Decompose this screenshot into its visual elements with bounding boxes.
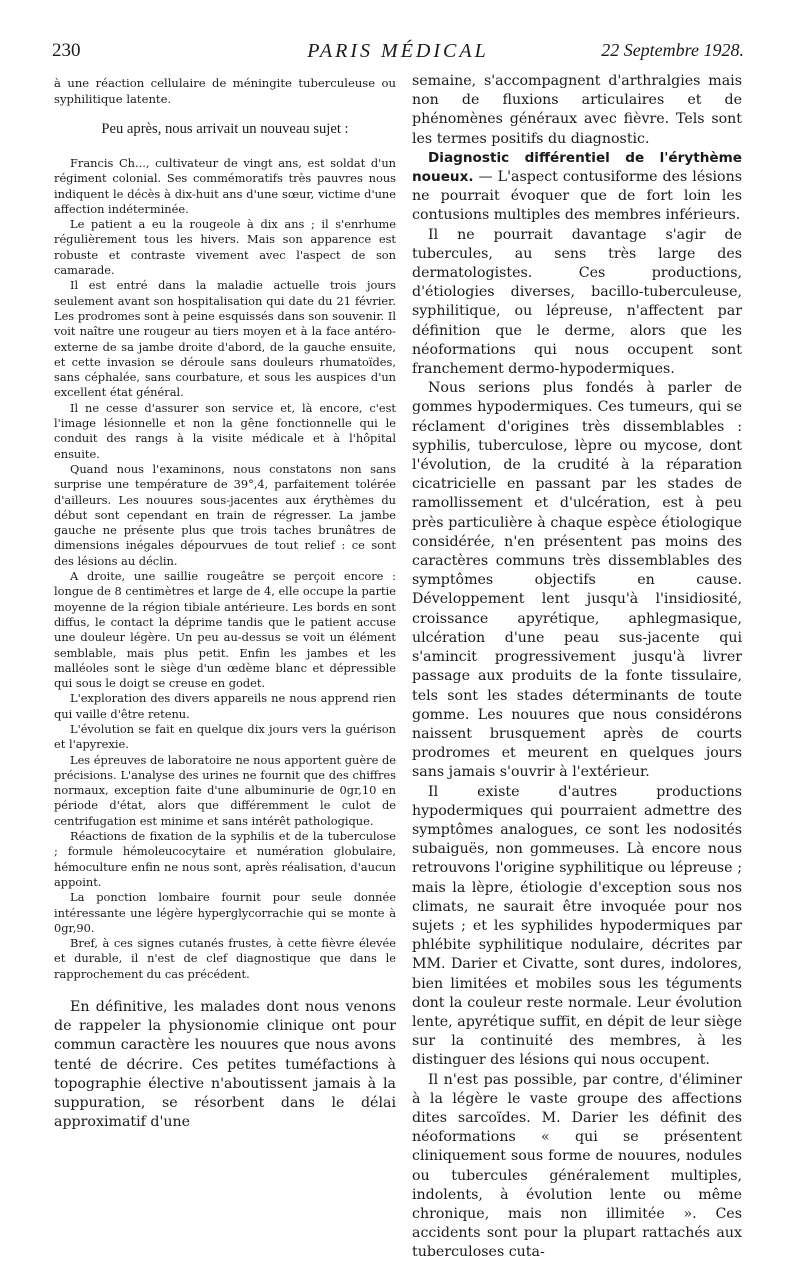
page-number: 230 bbox=[52, 40, 81, 61]
case-paragraph: L'exploration des divers appareils ne nous apprend rien qui vaille d'être retenu. bbox=[54, 691, 396, 721]
conclusion-paragraph: En définitive, les malades dont nous venons de rappeler la physionomie clinique ont pour commun caractère les nouures que nous avons tenté de décrire. Ces petites tuméfactions à topographie élective n'aboutissent jamais à la suppuration, se résorbent dans le délai approximatif d'une bbox=[54, 999, 396, 1131]
lead-sentence: Peu après, nous arrivait un nouveau sujet : bbox=[101, 121, 349, 137]
case-paragraph: Réactions de fixation de la syphilis et de la tuberculose ; formule hémoleucocytaire et numération globulaire, hémoculture enfin ne nous sont, après réalisation, d'aucun appoint. bbox=[54, 829, 396, 889]
case-paragraph: Les épreuves de laboratoire ne nous apportent guère de précisions. L'analyse des urines ne fournit que des chiffres normaux, exception faite d'une albuminurie de 0gr,10 en période d'état, alors que différemment le culot de centrifugation est minime et sans intérêt pathologique. bbox=[54, 752, 396, 828]
issue-date: 22 Septembre 1928. bbox=[601, 40, 744, 60]
case-paragraph: Il est entré dans la maladie actuelle trois jours seulement avant son hospitalisation qui date du 21 février. Les prodromes sont à peine esquissés dans son souvenir. Il voit naître une rougeur au tiers moyen et à la face antéro-externe de sa jambe droite d'abord, de la gauche ensuite, et cette invasion se déroule sans douleurs rhumatoïdes, sans céphalée, sans courbature, et sous les auspices d'un excellent état général. bbox=[54, 278, 396, 400]
body-paragraph: Il n'est pas possible, par contre, d'éliminer à la légère le vaste groupe des affections dites sarcoïdes. M. Darier les définit des néoformations « qui se présentent cliniquement sous forme de nouures, nodules ou tubercules généralement multiples, indolents, à évolution lente ou même chronique, mais non illimitée ». Ces accidents sont pour la plupart rattachés aux tuberculoses cuta- bbox=[412, 1071, 742, 1261]
journal-title: PARIS MÉDICAL bbox=[307, 40, 489, 62]
case-paragraph: Francis Ch..., cultivateur de vingt ans, est soldat d'un régiment colonial. Ses commémoratifs très pauvres nous indiquent le décès à dix-huit ans d'une sœur, victime d'une affection indéterminée. bbox=[54, 156, 396, 216]
case-paragraph: La ponction lombaire fournit pour seule donnée intéressante une légère hyperglycorrachie qui se monte à 0gr,90. bbox=[54, 890, 396, 935]
intro-paragraph: à une réaction cellulaire de méningite tuberculeuse ou syphilitique latente. bbox=[54, 76, 396, 106]
diagnostic-text: — L'aspect contusiforme des lésions ne pourrait évoquer que de fort loin les contusions multiples des membres inférieurs. bbox=[412, 169, 742, 224]
case-paragraph: Bref, à ces signes cutanés frustes, à cette fièvre élevée et durable, il n'est de clef diagnostique que dans le rapprochement du cas précédent. bbox=[54, 936, 396, 981]
section-heading: Diagnostic différentiel de l'érythème noueux. bbox=[412, 149, 742, 186]
case-paragraph: A droite, une saillie rougeâtre se perçoit encore : longue de 8 centimètres et large de 4, elle occupe la partie moyenne de la région tibiale antérieure. Les bords en sont diffus, le contact la déprime tandis que le patient accuse une douleur légère. Un peu au-dessus se voit un élément semblable, mais plus petit. Enfin les jambes et les malléoles sont le siège d'un œdème blanc et dépressible qui sous le doigt se creuse en godet. bbox=[54, 569, 396, 691]
body-paragraph: Il existe d'autres productions hypodermiques qui pourraient admettre des symptômes analogues, ce sont les nodosités subaiguës, non gommeuses. Là encore nous retrouvons l'origine syphilitique ou lépreuse ; mais la lèpre, étiologie d'exception sous nos climats, ne saurait être invoquée pour nos sujets ; et les syphilides hypodermiques par phlébite syphilitique nodulaire, décrites par MM. Darier et Civatte, sont dures, indolores, bien limitées et mobiles sous les téguments dont la couleur reste normale. Leur évolution lente, apyrétique suffit, en dépit de leur siège sur la continuité des membres, à les distinguer des lésions qui nous occupent. bbox=[412, 783, 742, 1069]
diagnostic-paragraph bbox=[412, 149, 742, 226]
right-column bbox=[412, 72, 742, 1263]
case-paragraph: Le patient a eu la rougeole à dix ans ; il s'enrhume régulièrement tous les hivers. Mais son apparence est robuste et contraste vivement avec l'aspect de son camarade. bbox=[54, 217, 396, 278]
body-paragraph: Il ne pourrait davantage s'agir de tubercules, au sens très large des dermatologistes. Ces productions, d'étiologies diverses, bacillo-tuberculeuse, syphilitique, ou lépreuse, n'affectent par définition que le derme, alors que les néoformations qui nous occupent sont franchement dermo-hypodermiques. bbox=[412, 226, 742, 378]
body-paragraph: semaine, s'accompagnent d'arthralgies mais non de fluxions articulaires et de phénomènes généraux avec fièvre. Tels sont les termes positifs du diagnostic. bbox=[412, 73, 742, 147]
case-paragraph: Quand nous l'examinons, nous constatons non sans surprise une température de 39°,4, parfaitement tolérée d'ailleurs. Les nouures sous-jacentes aux érythèmes du début sont cependant en train de régresser. La jambe gauche ne présente plus que trois taches brunâtres de dimensions inégales dépourvues de tout relief : ce sont des lésions au déclin. bbox=[54, 461, 396, 568]
case-report bbox=[54, 156, 396, 982]
case-paragraph: Il ne cesse d'assurer son service et, là encore, c'est l'image lésionnelle et non la gêne fonctionnelle qui le conduit des rangs à la visite médicale et à l'hôpital ensuite. bbox=[54, 400, 396, 461]
body-paragraph: Nous serions plus fondés à parler de gommes hypodermiques. Ces tumeurs, qui se réclament d'origines très dissemblables : syphilis, tuberculose, lèpre ou mycose, dont l'évolution, de la crudité à la réparation cicatricielle en passant par les stades de ramollissement et d'ulcération, est à peu près particulière à chaque espèce étiologique considérée, n'en présentent pas moins des caractères communs très dissemblables des symptômes objectifs en cause. Développement lent jusqu'à l'insidiosité, croissance apyrétique, aphlegmasique, ulcération d'une peau sus-jacente qui s'amincit progressivement jusqu'à livrer passage aux produits de la fonte tissulaire, tels sont les stades déterminants de toute gomme. Les nouures que nous considérons naissent brusquement après de courts prodromes et meurent en quelques jours sans jamais s'ouvrir à l'extérieur. bbox=[412, 380, 742, 781]
page-header bbox=[52, 40, 744, 70]
left-column bbox=[54, 76, 396, 1132]
case-paragraph: L'évolution se fait en quelque dix jours vers la guérison et l'apyrexie. bbox=[54, 721, 396, 752]
